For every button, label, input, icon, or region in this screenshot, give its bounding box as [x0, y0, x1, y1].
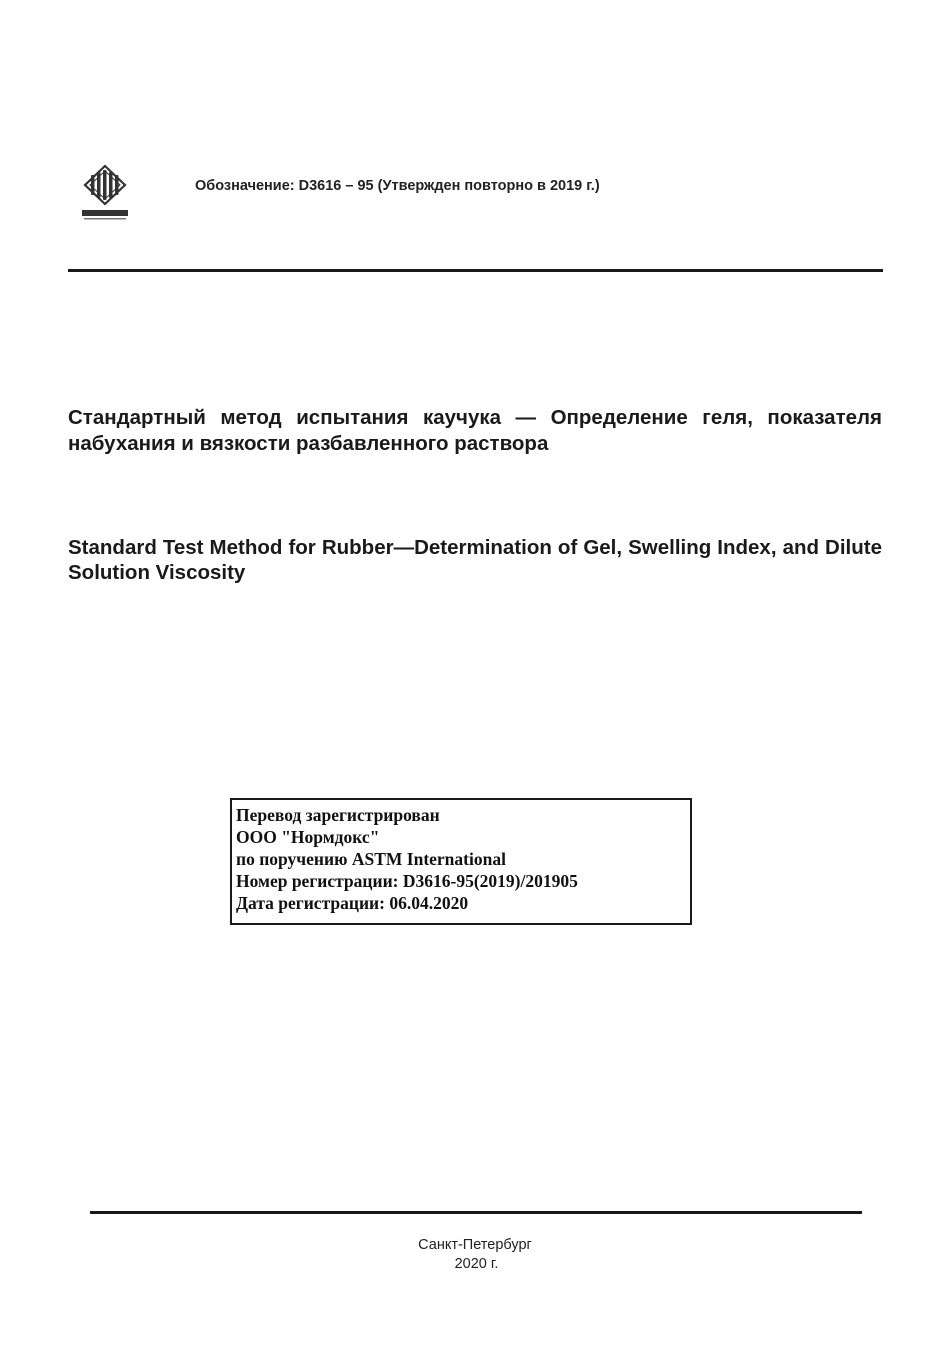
document-title-russian: Стандартный метод испытания каучука — Определение геля, показателя набухания и вязкости разбавленного раствора	[68, 406, 882, 455]
astm-logo	[78, 163, 132, 223]
registration-box	[230, 798, 692, 925]
footer-city: Санкт-Петербург	[418, 1237, 532, 1253]
registration-line-1: Перевод зарегистрирован	[236, 805, 440, 825]
registration-date: Дата регистрации: 06.04.2020	[236, 893, 469, 913]
registration-on-behalf: по поручению ASTM International	[236, 849, 506, 869]
footer-year: 2020 г.	[454, 1256, 499, 1272]
registration-company: ООО "Нормдокс"	[236, 827, 380, 847]
footer-divider	[90, 1211, 862, 1214]
registration-number: Номер регистрации: D3616-95(2019)/201905	[236, 871, 578, 891]
header-divider	[68, 269, 883, 272]
footer	[0, 1236, 950, 1274]
document-designation: Обозначение: D3616 – 95 (Утвержден повторно в 2019 г.)	[195, 178, 600, 194]
document-title-english: Standard Test Method for Rubber—Determination of Gel, Swelling Index, and Dilute Solution Viscosity	[68, 536, 882, 584]
